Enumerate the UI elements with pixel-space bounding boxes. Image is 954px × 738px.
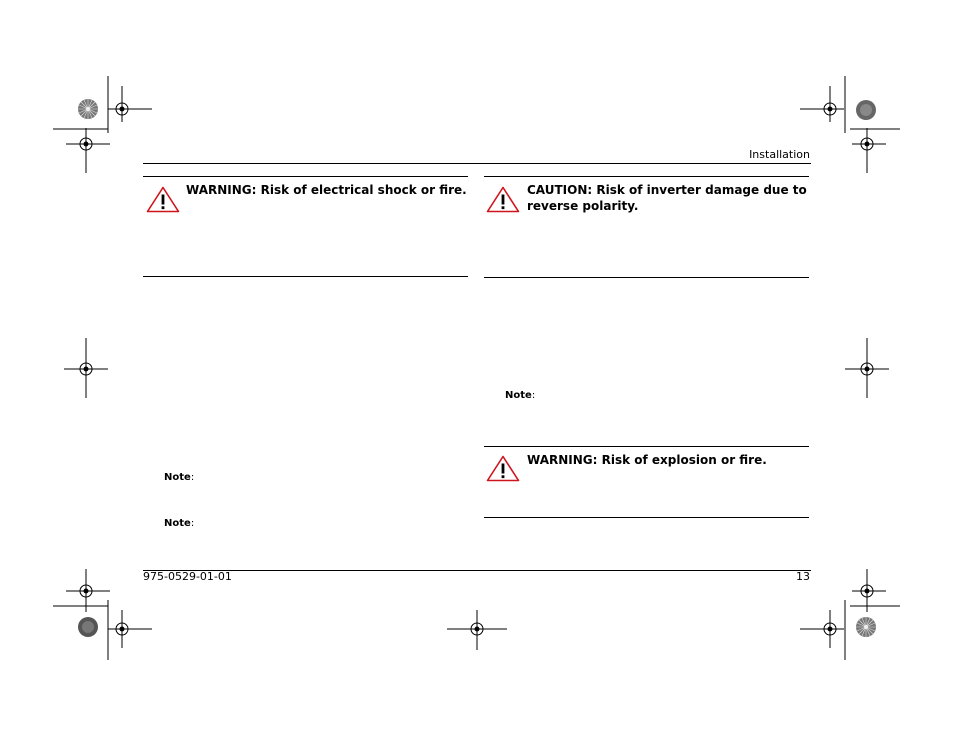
right-caution-title	[527, 182, 807, 214]
left-warning-title: WARNING: Risk of electrical shock or fire.	[186, 183, 467, 197]
color-registration-target-icon	[855, 99, 877, 121]
right-note-label: Note	[505, 390, 532, 401]
crop-registration-mark-icon	[108, 76, 152, 136]
footer-page-number: 13	[796, 570, 810, 583]
crop-registration-mark-icon	[64, 338, 112, 400]
crop-registration-mark-icon	[447, 600, 509, 652]
crop-registration-mark-icon	[108, 600, 152, 662]
left-note-1: Note:	[164, 472, 195, 483]
left-note-1-label: Note	[164, 472, 191, 483]
left-warning-top-rule	[143, 176, 468, 177]
color-registration-target-icon	[855, 616, 877, 638]
right-caution-title-line1: CAUTION: Risk of inverter damage due to	[527, 183, 807, 197]
crop-registration-mark-icon	[800, 76, 850, 136]
color-registration-target-icon	[77, 98, 99, 120]
right-caution-title-line2: reverse polarity.	[527, 199, 639, 213]
right-warning-title: WARNING: Risk of explosion or fire.	[527, 453, 767, 467]
crop-registration-mark-icon	[850, 564, 902, 614]
running-header-section: Installation	[749, 148, 810, 161]
left-warning-bottom-rule	[143, 276, 468, 277]
right-note: Note:	[505, 390, 536, 401]
caution-triangle-icon	[486, 186, 520, 213]
footer-rule	[143, 570, 811, 571]
crop-registration-mark-icon	[53, 564, 113, 614]
right-caution-bottom-rule	[484, 277, 809, 278]
right-caution-top-rule	[484, 176, 809, 177]
header-rule	[143, 163, 811, 164]
left-note-2: Note:	[164, 518, 195, 529]
warning-triangle-icon	[146, 186, 180, 213]
color-registration-target-icon	[77, 616, 99, 638]
crop-registration-mark-icon	[845, 338, 893, 400]
footer-doc-number: 975-0529-01-01	[143, 570, 232, 583]
left-note-2-label: Note	[164, 518, 191, 529]
right-warning-bottom-rule	[484, 517, 809, 518]
warning-triangle-icon	[486, 455, 520, 482]
crop-registration-mark-icon	[850, 118, 902, 178]
crop-registration-mark-icon	[800, 600, 850, 662]
crop-registration-mark-icon	[53, 118, 113, 178]
right-warning-top-rule	[484, 446, 809, 447]
